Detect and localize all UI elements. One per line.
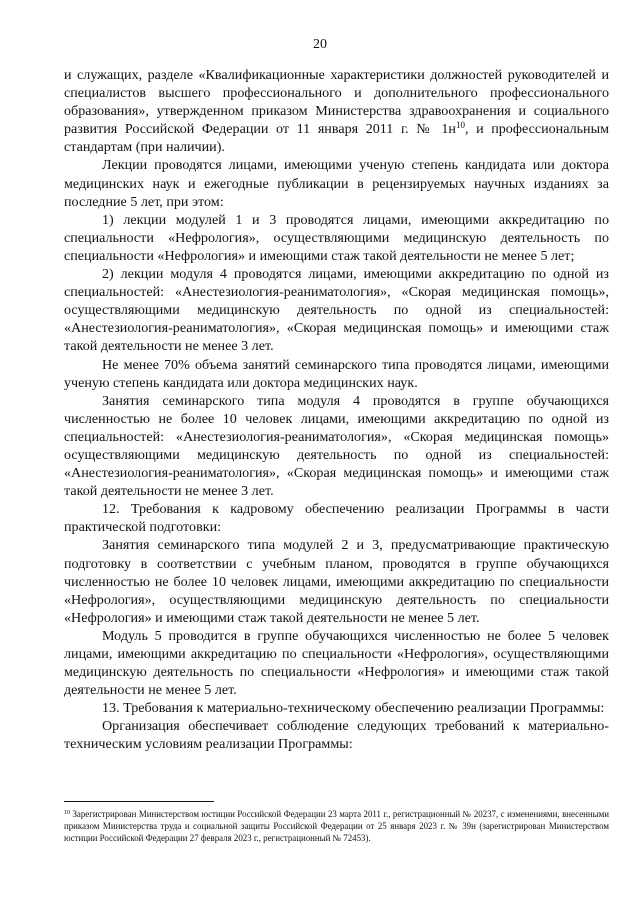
footnote-mark: 10	[64, 810, 70, 816]
page-number: 20	[313, 37, 327, 52]
footnote-text: Зарегистрирован Министерством юстиции Российской Федерации 23 марта 2011 г., регистрационный № 20237, с изменениями, внесенными приказом Министерства труда и социальной защиты Российской Федерации от 25 января 2023 г. № 39н (зарегистрирован Министерством юстиции Российской Федерации 27 февраля 2023 г., регистрационный № 72453).	[64, 809, 609, 843]
paragraph-continuation	[64, 66, 609, 156]
body-text	[64, 66, 609, 754]
paragraph-module-5: Модуль 5 проводится в группе обучающихся численностью не более 5 человек лицами, имеющими аккредитацию по специальности «Нефрология», осуществляющими медицинскую деятельность по специальности «Нефрология» и имеющими стаж такой деятельности не менее 5 лет.	[64, 627, 609, 699]
footnote-reference: 10	[455, 120, 465, 131]
paragraph-material-conditions: Организация обеспечивает соблюдение следующих требований к материально-техническим условиям реализации Программы:	[64, 718, 609, 753]
paragraph-seminar-share: Не менее 70% объема занятий семинарского типа проводятся лицами, имеющими ученую степень кандидата или доктора медицинских наук.	[64, 356, 609, 391]
paragraph-text: , и профессиональным стандартам (при наличии).	[64, 121, 609, 156]
paragraph-text: и служащих, разделе «Квалификационные характеристики должностей руководителей и специалистов высшего профессионального и дополнительного профессионального образования», утвержденном приказом Министерства здравоохранения и социального развития Российской Федерации от 11 января 2011 г. № 1н	[64, 67, 609, 138]
section-heading-12: 12. Требования к кадровому обеспечению реализации Программы в части практической подготовки:	[64, 501, 609, 536]
footnote	[64, 808, 609, 844]
paragraph-lecturers: Лекции проводятся лицами, имеющими ученую степень кандидата или доктора медицинских наук и ежегодные публикации в рецензируемых научных изданиях за последние 5 лет, при этом:	[64, 157, 609, 210]
footnote-separator	[64, 801, 214, 802]
section-heading-13: 13. Требования к материально-техническому обеспечению реализации Программы:	[102, 700, 605, 717]
list-item-lectures-modules-1-3: 1) лекции модулей 1 и 3 проводятся лицами, имеющими аккредитацию по специальности «Нефрология», осуществляющими медицинскую деятельность по специальности «Нефрология» и имеющими стаж такой деятельности не менее 5 лет;	[64, 211, 609, 264]
paragraph-seminar-module-4: Занятия семинарского типа модуля 4 проводятся в группе обучающихся численностью не более 10 человек лицами, имеющими аккредитацию по одной из специальностей: «Анестезиология-реаниматология», «Скорая медицинская помощь» осуществляющими медицинскую деятельность по одной из специальностей: «Анестезиология-реаниматология», «Скорая медицинская помощь» и имеющими стаж такой деятельности не менее 3 лет.	[64, 392, 609, 500]
paragraph-practical-modules-2-3: Занятия семинарского типа модулей 2 и 3, предусматривающие практическую подготовку в соответствии с учебным планом, проводятся в группе обучающихся численностью не более 10 человек лицами, имеющими аккредитацию по специальности «Нефрология», осуществляющими медицинскую деятельность по специальности «Нефрология» и имеющими стаж такой деятельности не менее 5 лет.	[64, 537, 609, 626]
list-item-lectures-module-4: 2) лекции модуля 4 проводятся лицами, имеющими аккредитацию по одной из специальностей: «Анестезиология-реаниматология», «Скорая медицинская помощь», осуществляющими медицинскую деятельность по одной из специальностей: «Анестезиология-реаниматология», «Скорая медицинская помощь» и имеющими стаж такой деятельности не менее 3 лет.	[64, 266, 609, 355]
